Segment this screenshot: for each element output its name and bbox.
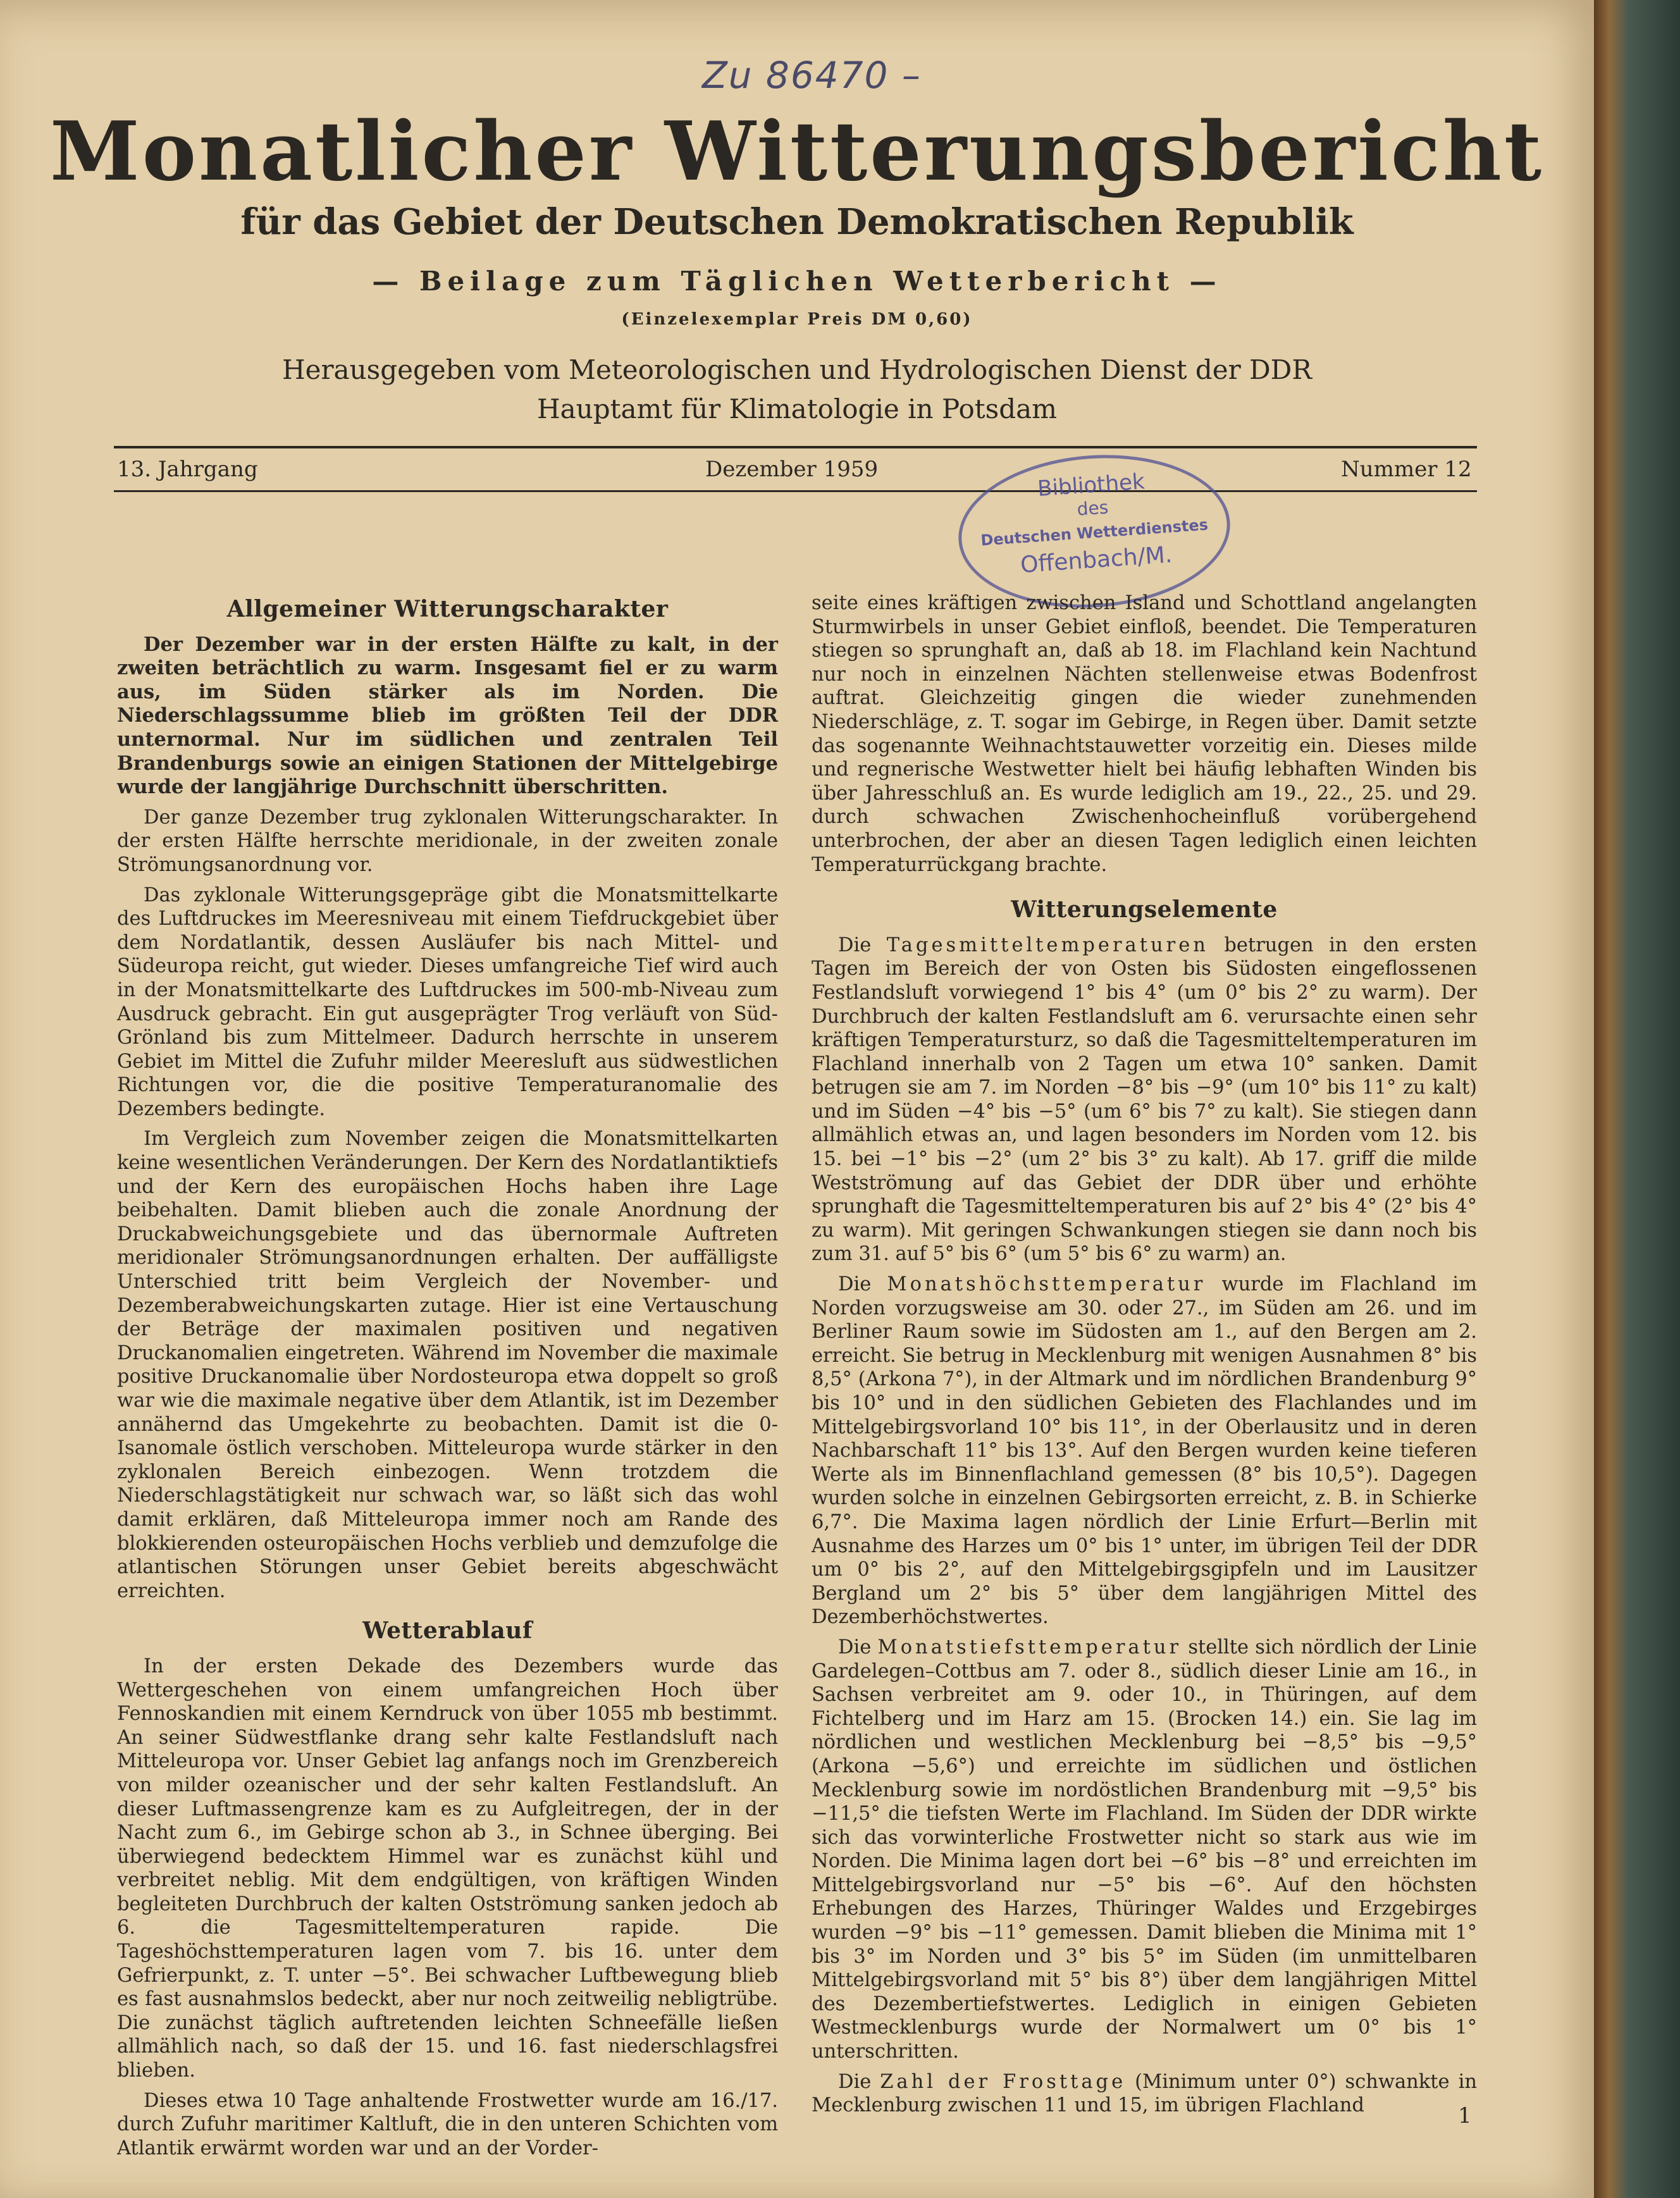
paragraph-daily-mean: Die Tagesmitteltemperaturen betrugen in den ersten Tagen im Bereich der von Osten bis Südosten eingeflossenen Festlandsluft vorwiegend 1° bis 4° (um 0° bis 2° zu warm). Der Durchbruch der kalten Festlandsluft am 6. verursachte einen sehr kräftigen Temperatursturz, so daß die Tagesmitteltemperaturen im Flachland innerhalb von 2 Tagen um etwa 10° sanken. Damit betrugen sie am 7. im Norden −8° bis −9° (um 10° bis 11° zu kalt) und im Süden −4° bis −5° (um 6° bis 7° zu kalt). Sie stiegen dann allmählich etwas an, und lagen besonders im Norden vom 12. bis 15. bei −1° bis −2° (um 2° bis 3° zu kalt). Ab 17. griff die milde Westströmung auf das Gebiet der DDR über und erhöhte sprunghaft die Tagesmitteltemperaturen bis auf 2° bis 4° (2° bis 4° zu warm). Mit geringen Schwankungen stiegen sie dann noch bis zum 31. auf 5° bis 6° (um 5° bis 6° zu warm) an.	[812, 934, 1477, 1266]
paragraph-monthly-min: Die Monatstiefsttemperatur stellte sich nördlich der Linie Gardelegen–Cottbus am 7. oder 8., südlich dieser Linie am 16., in Sachsen verbreitet am 9. oder 10., in Thüringen, auf dem Fichtelberg und im Harz am 15. (Brocken 14.) ein. Sie lag im nördlichen und westlichen Mecklenburg bei −8,5° bis −9,5° (Arkona −5,6°) und erreichte im südlichen und östlichen Mecklenburg sowie im nordöstlichen Brandenburg mit −9,5° bis −11,5° die tiefsten Werte im Flachland. Im Süden der DDR wirkte sich das vorwinterliche Frostwetter nicht so stark aus wie im Norden. Die Minima lagen dort bei −6° bis −8° und erreichten im Mittelgebirgsvorland nur −5° bis −6°. Auf den höchsten Erhebungen des Harzes, Thüringer Waldes und Erzgebirges wurden −9° bis −11° gemessen. Damit blieben die Minima mit 1° bis 3° im Norden und 3° bis 5° im Süden (im unmittelbaren Mittelgebirgsvorland mit 5° bis 8°) über dem langjährigen Mittel des Dezembertiefstwertes. Lediglich in einigen Gebieten Westmecklenburgs wurde der Normalwert um 0° bis 1° unterschritten.	[812, 1636, 1477, 2063]
left-column	[117, 591, 778, 2159]
paragraph: Das zyklonale Witterungsgepräge gibt die Monatsmittelkarte des Luftdruckes im Meeresniveau mit einem Tiefdruckgebiet über dem Nordatlantik, dessen Ausläufer bis nach Mittel- und Südeuropa reicht, gut wieder. Dieses umfangreiche Tief wird auch in der Monatsmittelkarte des Luftdruckes im 500-mb-Niveau zum Ausdruck gebracht. Ein gut ausgeprägter Trog verläuft von Süd-Grönland bis zum Mittelmeer. Dadurch herrschte in unserem Gebiet im Mittel die Zufuhr milder Meeresluft aus südwestlichen Richtungen vor, die die positive Temperaturanomalie des Dezembers bedingte.	[117, 884, 778, 1120]
paragraph: seite eines kräftigen zwischen Island und Schottland angelangten Sturmwirbels in unser Gebiet einfloß, beendet. Die Temperaturen stiegen so sprunghaft an, daß ab 18. im Flachland kein Nachtund nur noch in einzelnen Nächten stellenweise etwas Bodenfrost auftrat. Gleichzeitig gingen die wieder zunehmenden Niederschläge, z. T. sogar im Gebirge, in Regen über. Damit setzte das sogenannte Weihnachtstauwetter vorzeitig ein. Dieses milde und regnerische Westwetter hielt bei häufig lebhaften Winden bis über Jahresschluß an. Es wurde lediglich am 19., 22., 25. und 29. durch schwachen Zwischenhocheinfluß vorübergehend unterbrochen, der aber an diesen Tagen lediglich einen leichten Temperaturrückgang brachte.	[812, 592, 1477, 876]
term-monthly-min: Monatstiefsttemperatur	[877, 1636, 1182, 1658]
paragraph: Im Vergleich zum November zeigen die Monatsmittelkarten keine wesentlichen Veränderungen. Der Kern des Nordatlantiktiefs und der Kern des europäischen Hochs haben ihre Lage beibehalten. Damit blieben auch die zonale Anordnung der Druckabweichungsgebiete und das übernormale Auftreten meridionaler Strömungsanordnungen erhalten. Der auffälligste Unterschied tritt beim Vergleich der November- und Dezemberabweichungskarten zutage. Hier ist eine Vertauschung der Beträge der maximalen positiven und negativen Druckanomalien eingetreten. Während im November die maximale positive Druckanomalie über Nordosteuropa etwa doppelt so groß war wie die maximale negative über dem Atlantik, ist im Dezember annähernd das Umgekehrte zu beobachten. Damit ist die 0-Isanomale östlich verschoben. Mitteleuropa wurde stärker in den zyklonalen Bereich einbezogen. Wenn trotzdem die Niederschlagstätigkeit nur schwach war, so läßt sich das wohl damit erklären, daß Mitteleuropa immer noch am Rande des blokkierenden osteuropäischen Hochs verblieb und demzufolge die atlantischen Störungen unser Gebiet bereits abgeschwächt erreichten.	[117, 1128, 778, 1602]
header-rule-bottom	[114, 490, 1477, 492]
library-stamp: Bibliothek des Deutschen Wetterdienstes Offenbach/M.	[953, 446, 1235, 616]
masthead-supplement: — Beilage zum Täglichen Wetterbericht —	[372, 266, 1222, 297]
handwritten-note: Zu 86470 –	[702, 54, 922, 97]
heading-general-character: Allgemeiner Witterungscharakter	[226, 596, 669, 622]
header-rule-top	[114, 446, 1477, 448]
publisher-line-1: Herausgegeben vom Meteorologischen und Hydrologischen Dienst der DDR	[282, 354, 1312, 385]
paragraph-monthly-max: Die Monatshöchsttemperatur wurde im Flachland im Norden vorzugsweise am 30. oder 27., im Süden am 26. und im Berliner Raum sowie im Südosten am 1., auf den Bergen am 2. erreicht. Sie betrug in Mecklenburg mit wenigen Ausnahmen 8° bis 8,5° (Arkona 7°), in der Altmark und im nördlichen Brandenburg 9° bis 10° und in den südlichen Gebieten des Flachlandes und im Mittelgebirgsvorland 10° bis 11°, in der Oberlausitz und in deren Nachbarschaft 11° bis 13°. Auf den Bergen wurden keine tieferen Werte als im Binnenflachland gemessen (8° bis 10,5°). Dagegen wurden solche in einzelnen Gebirgsorten erreicht, z. B. in Schierke 6,7°. Die Maxima lagen nördlich der Linie Erfurt—Berlin mit Ausnahme des Harzes um 0° bis 1° unter, im übrigen Teil der DDR um 0° bis 2°, auf den Mittelgebirgsgipfeln und im Lausitzer Bergland um 2° bis 5° über dem langjährigen Mittel des Dezemberhöchstwertes.	[812, 1273, 1477, 1629]
term-daily-mean: Tagesmitteltemperaturen	[886, 934, 1209, 956]
heading-weather-course: Wetterablauf	[362, 1617, 533, 1645]
paragraph: In der ersten Dekade des Dezembers wurde das Wettergeschehen von einem umfangreichen Hoch über Fennoskandien mit einem Kerndruck von über 1055 mb bestimmt. An seiner Südwestflanke drang sehr kalte Festlandsluft nach Mitteleuropa vor. Unser Gebiet lag anfangs noch im Grenzbereich von milder ozeanischer und der sehr kalten Festlandsluft. An dieser Luftmassengrenze kam es zu Aufgleitregen, der in der Nacht zum 6., im Gebirge schon ab 3., in Schnee überging. Bei überwiegend bedecktem Himmel war es zunächst kühl und verbreitet neblig. Mit dem endgültigen, von kräftigen Winden begleiteten Durchbruch der kalten Ostströmung sanken jedoch ab 6. die Tagesmitteltemperaturen rapide. Die Tageshöchsttemperaturen lagen vom 7. bis 16. unter dem Gefrierpunkt, z. T. unter −5°. Bei schwacher Luftbewegung blieb es fast ausnahmslos bedeckt, aber nur noch zeitweilig nebligtrübe. Die zunächst täglich auftretenden leichten Schneefälle ließen allmählich nach, so daß der 15. und 16. fast niederschlagsfrei blieben.	[117, 1655, 778, 2082]
term-frost-days: Zahl der Frosttage	[880, 2070, 1127, 2093]
lead-paragraph: Der Dezember war in der ersten Hälfte zu kalt, in der zweiten beträchtlich zu warm. Insgesamt fiel er zu warm aus, im Süden stärker als im Norden. Die Niederschlagssumme blieb im größten Teil der DDR unternormal. Nur im südlichen und zentralen Teil Brandenburgs sowie an einigen Stationen der Mittelgebirge wurde der langjährige Durchschnitt überschritten.	[117, 633, 778, 799]
masthead-price: (Einzelexemplar Preis DM 0,60)	[621, 310, 973, 329]
publisher-line-2: Hauptamt für Klimatologie in Potsdam	[537, 393, 1057, 424]
heading-weather-elements: Witterungselemente	[1011, 896, 1278, 923]
paragraph: Dieses etwa 10 Tage anhaltende Frostwetter wurde am 16./17. durch Zufuhr maritimer Kaltluft, die in den unteren Schichten vom Atlantik erwärmt worden war und an der Vorder-	[117, 2089, 778, 2159]
issue-date: Dezember 1959	[705, 457, 879, 482]
issue-volume: 13. Jahrgang	[117, 457, 258, 482]
issue-number: Nummer 12	[1341, 457, 1472, 482]
page-number: 1	[1458, 2103, 1472, 2128]
masthead-title: Monatlicher Witterungsbericht	[50, 104, 1544, 199]
right-column	[812, 591, 1477, 2117]
paragraph-frost-days: Die Zahl der Frosttage (Minimum unter 0°) schwankte in Mecklenburg zwischen 11 und 15, im übrigen Flachland	[812, 2070, 1477, 2117]
paragraph: Der ganze Dezember trug zyklonalen Witterungscharakter. In der ersten Hälfte herrschte meridionale, in der zweiten zonale Strömungsanordnung vor.	[117, 806, 778, 876]
masthead-subtitle: für das Gebiet der Deutschen Demokratischen Republik	[240, 201, 1354, 243]
term-monthly-max: Monatshöchsttemperatur	[887, 1273, 1206, 1296]
binding-spine	[1594, 0, 1680, 2198]
